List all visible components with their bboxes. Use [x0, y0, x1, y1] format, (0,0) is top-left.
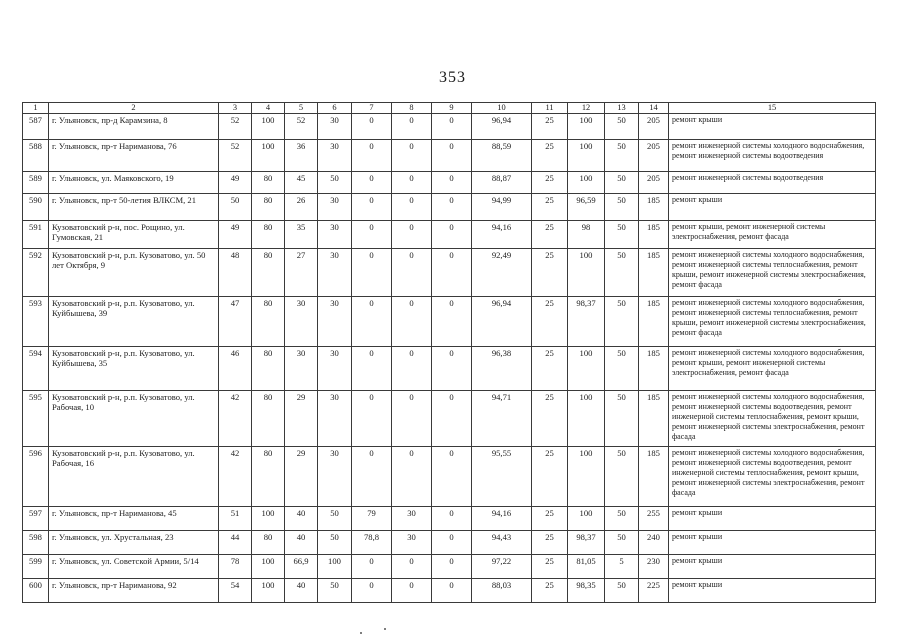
value-cell: 0 — [392, 172, 432, 194]
value-cell: 44 — [219, 531, 252, 555]
value-cell: 0 — [392, 347, 432, 391]
table-row — [23, 140, 876, 172]
value-cell: 100 — [568, 114, 605, 140]
value-cell: 25 — [532, 194, 568, 221]
value-cell: 0 — [432, 249, 472, 297]
value-cell: 50 — [318, 507, 352, 531]
value-cell: 25 — [532, 221, 568, 249]
value-cell: 96,94 — [472, 297, 532, 347]
value-cell: 100 — [568, 347, 605, 391]
value-cell: 96,94 — [472, 114, 532, 140]
value-cell: 225 — [639, 579, 669, 603]
value-cell: 0 — [392, 114, 432, 140]
address-cell: Кузоватовский р-н, р.п. Кузоватово, ул. Рабочая, 10 — [49, 391, 219, 447]
value-cell: 205 — [639, 172, 669, 194]
column-number-header: 5 — [285, 103, 318, 114]
value-cell: 50 — [605, 249, 639, 297]
value-cell: 100 — [252, 507, 285, 531]
column-number-header: 14 — [639, 103, 669, 114]
value-cell: 40 — [285, 531, 318, 555]
column-number-header: 4 — [252, 103, 285, 114]
value-cell: 185 — [639, 221, 669, 249]
value-cell: 100 — [318, 555, 352, 579]
value-cell: 0 — [432, 297, 472, 347]
value-cell: 80 — [252, 221, 285, 249]
value-cell: 0 — [392, 391, 432, 447]
value-cell: 0 — [432, 347, 472, 391]
address-cell: Кузоватовский р-н, р.п. Кузоватово, ул. Рабочая, 16 — [49, 447, 219, 507]
value-cell: 185 — [639, 249, 669, 297]
works-cell: ремонт крыши — [669, 194, 876, 221]
row-number-cell: 589 — [23, 172, 49, 194]
value-cell: 0 — [352, 555, 392, 579]
value-cell: 78 — [219, 555, 252, 579]
value-cell: 80 — [252, 172, 285, 194]
value-cell: 185 — [639, 391, 669, 447]
value-cell: 50 — [605, 507, 639, 531]
column-number-header: 8 — [392, 103, 432, 114]
table-row — [23, 347, 876, 391]
value-cell: 30 — [392, 531, 432, 555]
value-cell: 42 — [219, 447, 252, 507]
works-cell: ремонт инженерной системы холодного водоснабжения, ремонт инженерной системы водоотведения — [669, 140, 876, 172]
address-cell: Кузоватовский р-н, р.п. Кузоватово, ул. Куйбышева, 35 — [49, 347, 219, 391]
value-cell: 81,05 — [568, 555, 605, 579]
value-cell: 185 — [639, 347, 669, 391]
scan-dot — [360, 632, 362, 634]
row-number-cell: 598 — [23, 531, 49, 555]
value-cell: 25 — [532, 347, 568, 391]
address-cell: г. Ульяновск, пр-т Нариманова, 76 — [49, 140, 219, 172]
address-cell: г. Ульяновск, пр-т Нариманова, 45 — [49, 507, 219, 531]
value-cell: 52 — [219, 140, 252, 172]
value-cell: 50 — [219, 194, 252, 221]
value-cell: 30 — [285, 297, 318, 347]
value-cell: 30 — [318, 297, 352, 347]
column-number-header: 9 — [432, 103, 472, 114]
value-cell: 40 — [285, 579, 318, 603]
value-cell: 94,99 — [472, 194, 532, 221]
value-cell: 48 — [219, 249, 252, 297]
address-cell: г. Ульяновск, пр-т 50-летия ВЛКСМ, 21 — [49, 194, 219, 221]
value-cell: 30 — [318, 221, 352, 249]
value-cell: 80 — [252, 194, 285, 221]
works-cell: ремонт инженерной системы холодного водоснабжения, ремонт инженерной системы теплоснабжения, ремонт крыши, ремонт инженерной системы электроснабжения, ремонт фасада — [669, 249, 876, 297]
value-cell: 0 — [352, 194, 392, 221]
value-cell: 25 — [532, 579, 568, 603]
value-cell: 100 — [252, 140, 285, 172]
value-cell: 0 — [432, 531, 472, 555]
value-cell: 100 — [568, 507, 605, 531]
value-cell: 100 — [568, 140, 605, 172]
value-cell: 50 — [605, 194, 639, 221]
value-cell: 240 — [639, 531, 669, 555]
value-cell: 30 — [318, 447, 352, 507]
column-number-header: 12 — [568, 103, 605, 114]
value-cell: 96,59 — [568, 194, 605, 221]
value-cell: 100 — [568, 391, 605, 447]
value-cell: 30 — [318, 194, 352, 221]
works-cell: ремонт крыши — [669, 507, 876, 531]
works-cell: ремонт крыши, ремонт инженерной системы электроснабжения, ремонт фасада — [669, 221, 876, 249]
value-cell: 25 — [532, 249, 568, 297]
table-row — [23, 249, 876, 297]
value-cell: 0 — [352, 391, 392, 447]
value-cell: 50 — [318, 579, 352, 603]
table-row — [23, 297, 876, 347]
value-cell: 0 — [432, 447, 472, 507]
value-cell: 30 — [318, 249, 352, 297]
column-number-header: 10 — [472, 103, 532, 114]
value-cell: 100 — [252, 555, 285, 579]
value-cell: 50 — [318, 531, 352, 555]
value-cell: 0 — [432, 579, 472, 603]
value-cell: 0 — [392, 555, 432, 579]
works-cell: ремонт инженерной системы холодного водоснабжения, ремонт инженерной системы водоотведения, ремонт инженерной системы теплоснабжения, ремонт крыши, ремонт инженерной системы электроснабжения, ремонт фасада — [669, 391, 876, 447]
value-cell: 47 — [219, 297, 252, 347]
value-cell: 0 — [432, 140, 472, 172]
value-cell: 0 — [392, 194, 432, 221]
value-cell: 0 — [352, 114, 392, 140]
value-cell: 0 — [432, 555, 472, 579]
value-cell: 50 — [605, 579, 639, 603]
value-cell: 40 — [285, 507, 318, 531]
value-cell: 205 — [639, 140, 669, 172]
works-cell: ремонт инженерной системы холодного водоснабжения, ремонт инженерной системы теплоснабжения, ремонт крыши, ремонт инженерной системы электроснабжения, ремонт фасада — [669, 297, 876, 347]
table-row — [23, 221, 876, 249]
value-cell: 0 — [392, 579, 432, 603]
column-number-header: 6 — [318, 103, 352, 114]
value-cell: 35 — [285, 221, 318, 249]
table-row — [23, 194, 876, 221]
value-cell: 95,55 — [472, 447, 532, 507]
value-cell: 185 — [639, 447, 669, 507]
table-row — [23, 391, 876, 447]
row-number-cell: 597 — [23, 507, 49, 531]
value-cell: 0 — [352, 297, 392, 347]
value-cell: 255 — [639, 507, 669, 531]
value-cell: 50 — [318, 172, 352, 194]
address-cell: Кузоватовский р-н, р.п. Кузоватово, ул. 50 лет Октября, 9 — [49, 249, 219, 297]
value-cell: 80 — [252, 531, 285, 555]
table-row — [23, 447, 876, 507]
value-cell: 25 — [532, 447, 568, 507]
value-cell: 36 — [285, 140, 318, 172]
value-cell: 94,16 — [472, 221, 532, 249]
table-row — [23, 555, 876, 579]
row-number-cell: 594 — [23, 347, 49, 391]
table-row — [23, 172, 876, 194]
value-cell: 25 — [532, 172, 568, 194]
value-cell: 25 — [532, 297, 568, 347]
page-number: 353 — [439, 69, 466, 86]
value-cell: 0 — [432, 507, 472, 531]
value-cell: 80 — [252, 391, 285, 447]
value-cell: 30 — [392, 507, 432, 531]
value-cell: 100 — [252, 114, 285, 140]
address-cell: г. Ульяновск, ул. Хрустальная, 23 — [49, 531, 219, 555]
value-cell: 46 — [219, 347, 252, 391]
row-number-cell: 590 — [23, 194, 49, 221]
column-number-header: 7 — [352, 103, 392, 114]
row-number-cell: 587 — [23, 114, 49, 140]
value-cell: 42 — [219, 391, 252, 447]
value-cell: 98 — [568, 221, 605, 249]
works-cell: ремонт крыши — [669, 531, 876, 555]
column-number-row — [23, 103, 876, 114]
value-cell: 0 — [352, 347, 392, 391]
value-cell: 0 — [392, 140, 432, 172]
value-cell: 94,16 — [472, 507, 532, 531]
row-number-cell: 593 — [23, 297, 49, 347]
table-row — [23, 579, 876, 603]
value-cell: 0 — [392, 221, 432, 249]
value-cell: 52 — [219, 114, 252, 140]
value-cell: 30 — [285, 347, 318, 391]
value-cell: 30 — [318, 391, 352, 447]
value-cell: 80 — [252, 297, 285, 347]
value-cell: 185 — [639, 194, 669, 221]
address-cell: Кузоватовский р-н, пос. Рощино, ул. Гумовская, 21 — [49, 221, 219, 249]
value-cell: 25 — [532, 531, 568, 555]
value-cell: 50 — [605, 172, 639, 194]
value-cell: 25 — [532, 391, 568, 447]
works-cell: ремонт инженерной системы водоотведения — [669, 172, 876, 194]
column-number-header: 15 — [669, 103, 876, 114]
row-number-cell: 599 — [23, 555, 49, 579]
column-number-header: 2 — [49, 103, 219, 114]
column-number-header: 3 — [219, 103, 252, 114]
column-number-header: 1 — [23, 103, 49, 114]
value-cell: 0 — [352, 221, 392, 249]
value-cell: 25 — [532, 507, 568, 531]
value-cell: 88,59 — [472, 140, 532, 172]
value-cell: 0 — [352, 140, 392, 172]
value-cell: 26 — [285, 194, 318, 221]
value-cell: 50 — [605, 297, 639, 347]
value-cell: 97,22 — [472, 555, 532, 579]
value-cell: 50 — [605, 221, 639, 249]
row-number-cell: 596 — [23, 447, 49, 507]
value-cell: 45 — [285, 172, 318, 194]
value-cell: 98,37 — [568, 297, 605, 347]
value-cell: 100 — [252, 579, 285, 603]
value-cell: 50 — [605, 140, 639, 172]
row-number-cell: 600 — [23, 579, 49, 603]
value-cell: 98,37 — [568, 531, 605, 555]
value-cell: 25 — [532, 114, 568, 140]
value-cell: 0 — [352, 172, 392, 194]
address-cell: Кузоватовский р-н, р.п. Кузоватово, ул. Куйбышева, 39 — [49, 297, 219, 347]
value-cell: 92,49 — [472, 249, 532, 297]
value-cell: 66,9 — [285, 555, 318, 579]
column-number-header: 13 — [605, 103, 639, 114]
row-number-cell: 588 — [23, 140, 49, 172]
value-cell: 0 — [432, 172, 472, 194]
value-cell: 100 — [568, 172, 605, 194]
row-number-cell: 595 — [23, 391, 49, 447]
value-cell: 54 — [219, 579, 252, 603]
value-cell: 88,03 — [472, 579, 532, 603]
value-cell: 0 — [352, 447, 392, 507]
value-cell: 185 — [639, 297, 669, 347]
value-cell: 78,8 — [352, 531, 392, 555]
value-cell: 0 — [432, 391, 472, 447]
value-cell: 205 — [639, 114, 669, 140]
value-cell: 25 — [532, 140, 568, 172]
value-cell: 5 — [605, 555, 639, 579]
value-cell: 30 — [318, 140, 352, 172]
value-cell: 29 — [285, 391, 318, 447]
value-cell: 49 — [219, 172, 252, 194]
works-cell: ремонт крыши — [669, 555, 876, 579]
value-cell: 52 — [285, 114, 318, 140]
value-cell: 0 — [432, 194, 472, 221]
value-cell: 96,38 — [472, 347, 532, 391]
row-number-cell: 591 — [23, 221, 49, 249]
value-cell: 80 — [252, 447, 285, 507]
works-cell: ремонт крыши — [669, 114, 876, 140]
value-cell: 230 — [639, 555, 669, 579]
value-cell: 94,71 — [472, 391, 532, 447]
works-cell: ремонт инженерной системы холодного водоснабжения, ремонт инженерной системы водоотведения, ремонт инженерной системы теплоснабжения, ремонт крыши, ремонт инженерной системы электроснабжения, ремонт фасада — [669, 447, 876, 507]
value-cell: 79 — [352, 507, 392, 531]
value-cell: 100 — [568, 249, 605, 297]
repair-program-table — [22, 102, 876, 603]
value-cell: 49 — [219, 221, 252, 249]
value-cell: 94,43 — [472, 531, 532, 555]
address-cell: г. Ульяновск, пр-т Нариманова, 92 — [49, 579, 219, 603]
table-row — [23, 531, 876, 555]
value-cell: 0 — [432, 114, 472, 140]
scan-dot — [384, 628, 386, 630]
column-number-header: 11 — [532, 103, 568, 114]
value-cell: 0 — [352, 579, 392, 603]
address-cell: г. Ульяновск, пр-д Карамзина, 8 — [49, 114, 219, 140]
value-cell: 0 — [392, 297, 432, 347]
table-row — [23, 507, 876, 531]
value-cell: 25 — [532, 555, 568, 579]
value-cell: 30 — [318, 114, 352, 140]
row-number-cell: 592 — [23, 249, 49, 297]
value-cell: 0 — [352, 249, 392, 297]
value-cell: 88,87 — [472, 172, 532, 194]
works-cell: ремонт крыши — [669, 579, 876, 603]
value-cell: 27 — [285, 249, 318, 297]
table-row — [23, 114, 876, 140]
value-cell: 0 — [392, 447, 432, 507]
value-cell: 50 — [605, 447, 639, 507]
address-cell: г. Ульяновск, ул. Советской Армии, 5/14 — [49, 555, 219, 579]
value-cell: 0 — [432, 221, 472, 249]
value-cell: 50 — [605, 347, 639, 391]
value-cell: 29 — [285, 447, 318, 507]
value-cell: 80 — [252, 249, 285, 297]
value-cell: 100 — [568, 447, 605, 507]
address-cell: г. Ульяновск, ул. Маяковского, 19 — [49, 172, 219, 194]
value-cell: 50 — [605, 391, 639, 447]
value-cell: 80 — [252, 347, 285, 391]
value-cell: 30 — [318, 347, 352, 391]
value-cell: 98,35 — [568, 579, 605, 603]
value-cell: 50 — [605, 114, 639, 140]
value-cell: 51 — [219, 507, 252, 531]
value-cell: 50 — [605, 531, 639, 555]
value-cell: 0 — [392, 249, 432, 297]
works-cell: ремонт инженерной системы холодного водоснабжения, ремонт крыши, ремонт инженерной системы электроснабжения, ремонт фасада — [669, 347, 876, 391]
